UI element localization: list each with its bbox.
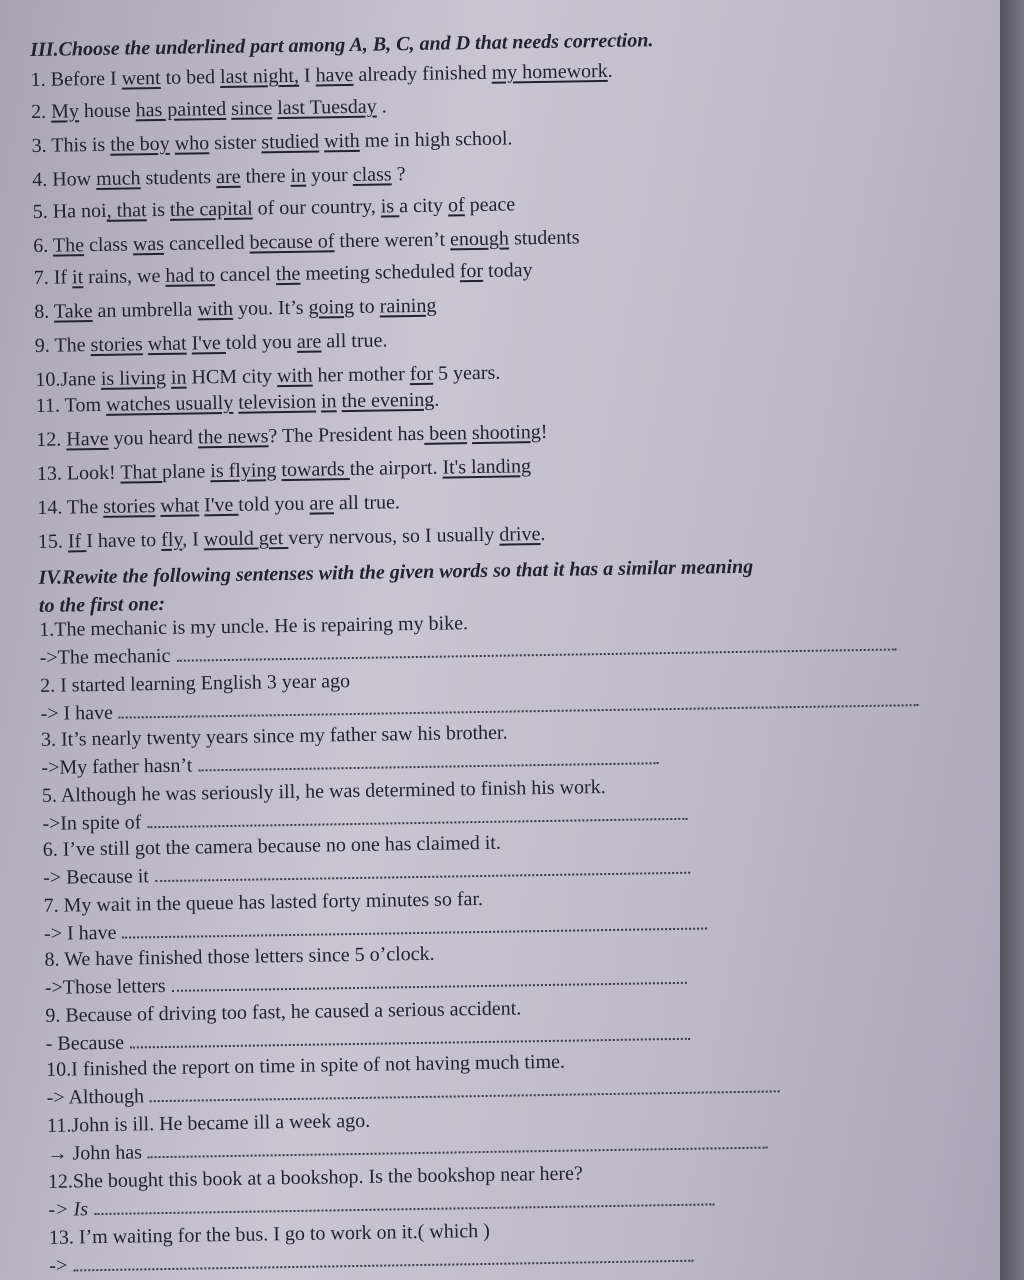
underlined-option: have [315,63,354,87]
underlined-option: , that [106,199,147,222]
underlined-option: it [71,266,84,289]
question-text: ? The President has [268,422,425,448]
question-text: 3. This is [31,133,111,157]
underlined-option: who [174,132,210,155]
question-text: a city [398,194,449,218]
underlined-option: towards [281,458,350,482]
question-text: 14. The [37,495,104,519]
underlined-option: would get [203,527,289,551]
underlined-option: what [160,494,200,518]
underlined-option: is flying [210,459,277,483]
answer-line-12 [49,1244,693,1278]
underlined-option: been [423,422,468,445]
rewrite-question-11: 12.She bought this book at a bookshop. Is the bookshop near here? [47,1162,583,1193]
underlined-option: are [309,492,335,515]
question-15 [38,522,546,554]
question-text: you. It’s [232,296,309,320]
underlined-option: That [120,460,163,484]
question-text: 13. Look! [36,461,121,485]
question-text: rains, we [83,264,166,289]
question-text: today [482,259,533,282]
question-text: , I [181,528,204,551]
question-text: I [298,64,316,87]
underlined-option: My [50,100,80,123]
answer-line-4 [42,802,687,836]
underlined-option: going [308,295,355,319]
rewrite-question-6: 7. My wait in the queue has lasted forty minutes so far. [43,887,484,917]
rewrite-question-3: 3. It’s nearly twenty years since my father saw his brother. [40,721,508,751]
question-text: plane [161,460,211,483]
question-text: 9. The [34,334,91,357]
answer-blank[interactable] [147,804,687,828]
underlined-option: in [290,164,307,187]
question-text: . [540,522,546,546]
underlined-option: are [296,330,322,353]
answer-blank[interactable] [122,913,707,938]
underlined-option: I've [191,331,226,355]
question-5 [33,192,516,224]
question-3 [32,126,513,158]
answer-prompt: - Because [45,1031,125,1055]
answer-line-7 [45,966,687,1000]
answer-prompt: -> Although [46,1085,145,1109]
underlined-option: drive [499,523,541,546]
underlined-option: are [215,165,241,189]
underlined-option: stories [90,333,143,357]
rewrite-question-10: 11.John is ill. He became ill a week ago. [46,1109,371,1137]
underlined-option: in [320,390,337,413]
underlined-option: Take [53,300,93,323]
answer-prompt: ->My father hasn’t [41,754,193,779]
underlined-option: what [147,332,187,356]
section-4-heading-continued: to the first one: [38,592,166,617]
section-3-heading: III.Choose the underlined part among A, B, C, and D that needs correction. [30,29,654,61]
underlined-option: much [95,167,141,190]
underlined-option: my homework [491,59,608,84]
question-7 [34,258,533,290]
question-text: ? [391,163,406,186]
question-text: students [508,226,580,250]
answer-prompt: → John has [47,1141,143,1165]
question-8 [34,294,436,324]
answer-prompt: -> I have [40,701,114,725]
question-text: 10.Jane [35,367,102,391]
answer-prompt: ->The mechanic [39,644,171,669]
answer-line-6 [44,911,708,945]
rewrite-question-12: 13. I’m waiting for the bus. I go to work on it.( which ) [48,1219,491,1249]
answer-blank[interactable] [148,1133,768,1159]
underlined-option: watches usually [105,391,234,416]
question-9 [35,328,388,358]
question-text: cancelled [163,231,250,255]
rewrite-question-9: 10.I finished the report on time in spite of not having much time. [46,1050,566,1081]
underlined-option: of [447,194,465,217]
question-text: your [305,163,353,187]
question-text: all true. [333,491,401,515]
question-text: all true. [321,329,388,353]
rewrite-question-7: 8. We have finished those letters since 5 o’clock. [44,942,435,971]
underlined-option: The [52,234,85,257]
question-text: 8. [34,300,55,323]
page-edge-shadow [1000,0,1024,1280]
rewrite-question-8: 9. Because of driving too fast, he caused a serious accident. [45,997,522,1027]
underlined-option: class [352,163,392,186]
rewrite-question-1: 1.The mechanic is my uncle. He is repairing my bike. [39,612,469,641]
question-text: of our country, [252,195,381,220]
rewrite-question-2: 2. I started learning English 3 year ago [40,670,351,697]
answer-blank[interactable] [150,1076,780,1102]
question-text: 1. Before I [30,67,122,91]
underlined-option: is living [100,366,167,390]
answer-blank[interactable] [73,1246,693,1272]
question-text: 12. [36,428,67,451]
question-text: 7. If [33,266,73,289]
question-text: students [140,166,217,190]
question-2 [31,94,387,124]
question-text: very nervous, so I usually [288,523,500,550]
question-text: cancel [214,263,277,287]
underlined-option: with [276,364,313,388]
question-text: to bed [160,66,221,89]
underlined-option: the capital [169,197,253,221]
underlined-option: raining [379,294,437,318]
question-text: there weren’t [334,228,451,253]
underlined-option: was [132,232,165,256]
question-text: an umbrella [92,298,198,323]
answer-blank[interactable] [171,968,686,992]
question-text: HCM city [186,365,278,389]
question-text: house [78,99,136,123]
underlined-option: last Tuesday [277,95,377,120]
underlined-option: fly [161,528,183,551]
question-text: her mother [312,363,410,387]
answer-blank[interactable] [155,858,690,882]
underlined-option: for [409,362,434,386]
question-text: 2. [30,100,52,123]
underlined-option: since [230,97,273,120]
question-1 [30,59,612,92]
question-text: you heard [108,426,199,450]
question-text: sister [208,131,262,155]
underlined-option: If [67,530,87,553]
answer-line-5 [43,856,690,890]
question-text: me in high school. [359,127,513,152]
question-text: I have to [86,529,162,553]
underlined-option: enough [449,227,510,251]
underlined-option: because of [249,230,335,254]
question-text: 11. Tom [35,393,107,417]
underlined-option: the evening [341,388,435,413]
underlined-option: shooting [471,421,541,445]
underlined-option: last night, [219,64,300,89]
answer-prompt: -> I have [43,921,117,945]
question-text: 15. [37,530,69,553]
question-text: class [83,233,134,257]
underlined-option: stories [102,495,156,518]
underlined-option: the boy [110,132,170,156]
answer-prompt: -> [49,1254,68,1277]
section-4-heading: IV.Rewite the following sentenses with the given words so that it has a similar meaning [38,555,754,589]
underlined-option: with [197,297,234,321]
underlined-option: the [275,262,301,286]
question-14 [37,490,400,520]
answer-blank[interactable] [198,748,658,771]
rewrite-question-4: 5. Although he was seriously ill, he was determined to finish his work. [41,776,606,807]
underlined-option: in [170,366,187,389]
underlined-option: with [323,129,360,153]
question-text: told you [225,330,298,354]
underlined-option: studied [261,130,320,154]
question-13 [37,454,532,486]
underlined-option: is [380,195,400,218]
underlined-option: had to [165,264,216,287]
underlined-option: I've [204,493,239,517]
question-6 [33,225,580,258]
underlined-option: television [238,390,317,414]
question-text: . [434,388,440,411]
question-text: 6. [33,234,54,257]
underlined-option: for [459,259,484,283]
answer-line-8 [46,1022,691,1056]
answer-prompt: ->Those letters [44,974,166,999]
underlined-option: has painted [135,97,227,122]
underlined-option: It's landing [442,455,532,479]
question-12 [36,420,548,452]
question-text: already finished [353,61,492,86]
answer-blank[interactable] [130,1024,690,1049]
question-text: meeting scheduled [300,260,460,285]
question-text: 5 years. [432,361,501,385]
underlined-option: Have [66,427,109,451]
answer-blank[interactable] [176,634,896,661]
question-text: is [146,198,171,222]
answer-blank[interactable] [94,1189,714,1215]
question-text: peace [464,193,516,217]
question-4 [32,162,406,192]
underlined-option: the news [197,425,269,449]
answer-line-11 [48,1187,714,1221]
question-text: . [376,95,387,118]
worksheet-content [30,23,990,1277]
question-text: 4. How [32,167,97,191]
answer-prompt: -> Because it [43,865,150,889]
question-text: 5. Ha noi [32,199,107,223]
question-text: the airport. [349,456,443,481]
rewrite-question-5: 6. I’ve still got the camera because no one has claimed it. [42,831,502,861]
question-11 [36,388,440,418]
question-text: ! [540,420,548,444]
answer-prompt: -> Is [48,1198,89,1221]
question-text: told you [238,492,310,516]
question-text: . [607,59,613,82]
question-text: to [353,295,380,318]
underlined-option: went [121,66,161,90]
question-text: there [240,164,291,188]
answer-prompt: ->In spite of [42,811,142,835]
